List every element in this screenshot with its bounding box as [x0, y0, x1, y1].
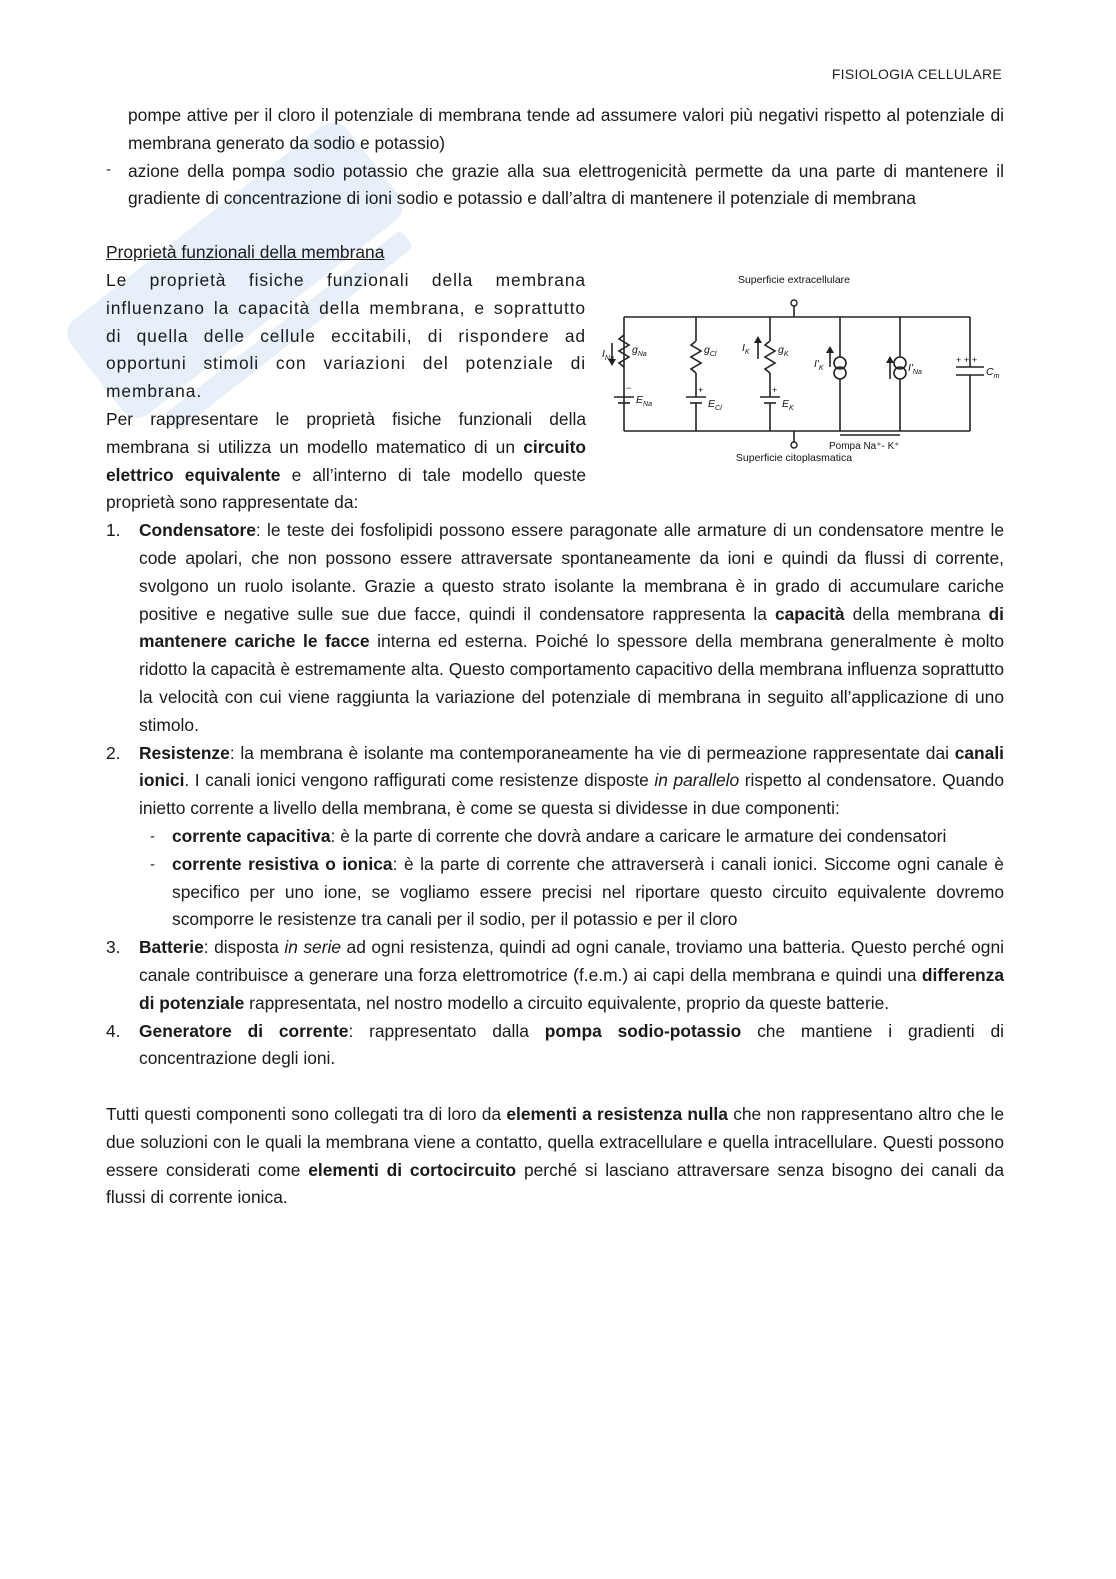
list-item-resistenze: 2. Resistenze: la membrana è isolante ma contemporaneamente ha vie di permeazione rappresentate dai canali ionici. I canali ionici vengono raffigurati come resistenze disposte in parallelo rispetto al condensatore. Quando inietto corrente a livello della membrana, è come se questa si dividesse in due componenti:: [106, 742, 1004, 819]
list-item-batterie: 3. Batterie: disposta in serie ad ogni resistenza, quindi ad ogni canale, troviamo una batteria. Questo perché ogni canale contribuisce a generare una forza elettromotrice (f.e.m.) ai capi della membrana e quindi una differenza di potenziale rappresentata, nel nostro modello a circuito equivalente, proprio da queste batterie.: [106, 937, 1004, 1013]
label-ecl: $E_{Cl}$: [708, 397, 722, 412]
sub-item-corrente-resistiva: - corrente resistiva o ionica: è la parte di corrente che attraverserà i canali ionici. Siccome ogni canale è specifico per uno ione, se vogliamo essere precisi nel riportare questo circuito equivalente dovremo scomporre le resistenze tra canali per il sodio, per il potassio e per il cloro: [150, 853, 1004, 930]
cap-plus-3: +: [972, 354, 978, 365]
cl-battery-plus: +: [698, 384, 704, 395]
label-ipk: $I'_K$: [814, 357, 824, 372]
diagram-bottom-label: Superficie citoplasmatica: [735, 451, 853, 464]
paragraph-1: Le proprietà fisiche funzionali della membrana influenzano la capacità della membrana, e soprattutto di quella delle cellule eccitabili, di rispondere ad opportuni stimoli con variazioni del potenziale di membrana.: [106, 269, 586, 402]
label-ipna: $I'_{Na}$: [908, 361, 922, 376]
list-item-condensatore: 1. Condensatore: le teste dei fosfolipidi possono essere paragonate alle armature di un condensatore mentre le code apolari, che non possono essere attraversate spontaneamente da ioni e quindi da flussi di corrente, svolgono un ruolo isolante. Grazie a questo strato isolante la membrana è in grado di accumulare cariche positive e negative sulle sue due facce, quindi il condensatore rappresenta la capacità della membrana di mantenere cariche le facce interna ed esterna. Poiché lo spessore della membrana generalmente è molto ridotto la capacità è estremamente alta. Questo comportamento capacitivo della membrana influenza soprattutto la velocità con cui viene raggiunta la variazione del potenziale di membrana in seguito all’applicazione di uno stimolo.: [106, 520, 1004, 735]
na-battery-minus: −: [626, 382, 632, 393]
label-ena: $E_{Na}$: [636, 393, 652, 408]
diagram-pump-label: Pompa Na⁺- K⁺: [829, 440, 900, 452]
cap-plus-1: +: [956, 354, 962, 365]
intro-bullet-text: azione della pompa sodio potassio che grazie alla sua elettrogenicità permette da una parte di mantenere il gradiente di concentrazione di ioni sodio e potassio e dall’altra di mantenere il potenziale di membrana: [128, 160, 1004, 209]
diagram-top-label: Superficie extracellulare: [737, 273, 851, 286]
label-gcl: $g_{Cl}$: [704, 343, 717, 358]
intro-continuation: pompe attive per il cloro il potenziale di membrana tende ad assumere valori più negativi rispetto al potenziale di membrana generato da sodio e potassio): [128, 105, 1004, 153]
equivalent-circuit-diagram: [604, 269, 1004, 489]
label-ik: $I_K$: [742, 341, 750, 356]
label-gna: $g_{Na}$: [632, 343, 647, 358]
section-title: Proprietà funzionali della membrana: [106, 242, 385, 263]
document-body: [106, 102, 1004, 1212]
page-header: FISIOLOGIA CELLULARE: [831, 66, 1002, 82]
label-ek: $E_K$: [782, 397, 794, 412]
cap-plus-2: +: [964, 354, 970, 365]
closing-paragraph: Tutti questi componenti sono collegati tra di loro da elementi a resistenza nulla che non rappresentano altro che le due soluzioni con le quali la membrana viene a contatto, quella extracellulare e quella intracellulare. Questi possono essere considerati come elementi di cortocircuito perché si lasciano attraversare senza bisogno dei canali da flussi di corrente ionica.: [106, 1104, 1005, 1208]
section-intro: [106, 267, 1004, 517]
list-item-generatore: 4. Generatore di corrente: rappresentato dalla pompa sodio-potassio che mantiene i gradienti di concentrazione degli ioni.: [106, 1020, 1004, 1069]
label-cm: $C_m$: [986, 365, 1000, 380]
label-gk: $g_K$: [778, 343, 789, 358]
sub-item-corrente-capacitiva: - corrente capacitiva: è la parte di corrente che dovrà andare a caricare le armature dei condensatori: [150, 825, 947, 846]
intro-bullet: [106, 158, 1004, 214]
bullet-marker: -: [106, 160, 111, 178]
label-ina: $I_{Na}$: [602, 347, 614, 362]
paragraph-2: Per rappresentare le proprietà fisiche funzionali della membrana si utilizza un modello matematico di un circuito elettrico equivalente e all’interno di tale modello queste proprietà sono rappresentate da:: [106, 408, 586, 513]
k-battery-plus: +: [772, 384, 778, 395]
